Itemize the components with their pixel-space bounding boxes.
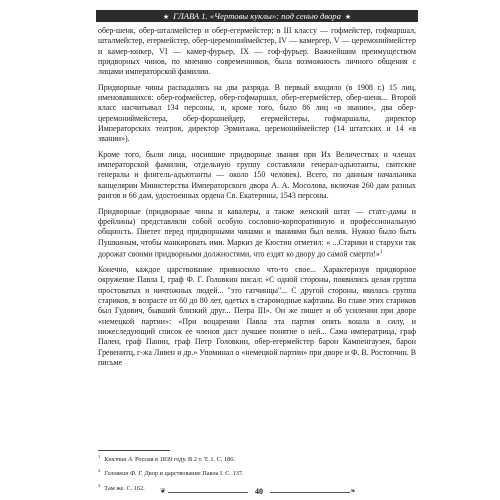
star-ornament-icon: ★ bbox=[162, 13, 170, 21]
paragraph: Конечно, каждое царствование привносило что-то свое... Характеризуя придворное окружение Павла I, граф Ф. Г. Головкин писал: «С одной стороны, появились целая группа простоватых и ничтожных людей... "это гатчинцы"... С другой стороны, явилась группа стариков, в возрасте от 60 до 80 лет, одетых в старомодные кафтаны. Во главе этих стариков был Гудович, бывший близкий друг... Петра III». Он же пишет и об усилении при дворе «немецкой партии»: «При воцарении Павла эта партия опять вошла в силу, и нижеследующий список ее членов даст лучшее понятие о ней... Сама императрица, граф Пален, граф Панин, граф Петр Головкин, обер-егермейстер барон Кампенгаузен, барон Гревенитц, г-жа Ливен и др.» Упоминал о «немецкой партии» при дворе и Ф. В. Ростопчин. В письме bbox=[98, 264, 416, 367]
paragraph: Кроме того, были лица, носившие придворные звания при Их Величествах и членах императорской фамилии, отдельную группу составляли генерал-адъютанты, свитские генералы и флигель-адъютанты — около 150 человек). Всего, по данным начальника канцелярии Министерства Императорского двора А. А. Мосолова, включая 260 дам разных рангов и 66 дам, удостоенных ордена Св. Екатерины, 1543 персоны. bbox=[98, 149, 416, 201]
footnote: $^1$ Кюстин А. Россия в 1839 году. В 2 т. Т. 1. С. 186. bbox=[98, 454, 235, 464]
main-text bbox=[98, 26, 416, 373]
footer-rule bbox=[168, 492, 248, 493]
flourish-ornament-icon: ❧ bbox=[350, 487, 356, 495]
page-number: 40 bbox=[255, 487, 263, 496]
page-footer bbox=[98, 486, 416, 498]
footnote: $^2$ Головкин Ф. Г. Двор и царствование Павла I. С. 137. bbox=[98, 468, 244, 478]
paragraph: Придворные чины распадались на два разряда. В первый входило (в 1908 г.) 15 лиц, именовавшихся: обер-гофмейстер, обер-гофмаршал, обер-егермейстер, обер-шенк... Второй класс насчитывал 134 персоны, и, кроме того, было 86 лиц «в звании», два обер-церемониймейстера, обер-форшнейдер, егермейстеры, гофмаршалы, директор Императорских театров, директор Эрмитажа, церемониймейстер (14 штатских и 14 «в звании»). bbox=[98, 82, 416, 144]
footnote-divider bbox=[98, 450, 170, 451]
footnote-ref[interactable]: 1 bbox=[379, 249, 383, 255]
running-header bbox=[96, 10, 418, 22]
star-ornament-icon: ★ bbox=[344, 13, 352, 21]
running-header-title: ГЛАВА 1. «Чертовы куклы»: под сенью двора bbox=[173, 11, 341, 21]
flourish-ornament-icon: ❦ bbox=[160, 487, 166, 495]
footer-rule bbox=[270, 492, 350, 493]
paragraph: Придворные (придворные чины и кавалеры, а также женский штат — статс-дамы и фрейлины) представляли собой особую сословно-корпоративную и профессиональную общность. Пиетет перед придворными чинами и званиями был велик. Нужно было быть Пушкиным, чтобы манкировать ими. Маркиз де Кюстин отметил: « ...Старики и старухи так дорожат своими придворными должностями, что ездят ко двору до самой смерти!»$^1$ bbox=[98, 206, 416, 259]
paragraph: обер-шенк, обер-шталмейстер и обер-егермейстер; в III классу — гофмейстер, гофмаршал, шталмейстер, егермейстер, обер-церемониймейстер, IV — камергер, V — церемониймейстер и камер-юнкер, VI — камер-фурьер, IX — гоф-фурьер. Важнейшим преимуществом придворных чинов, по мнению современников, была возможность личного общения с лицами императорской фамилии. bbox=[98, 26, 416, 77]
footnote: $^3$ Там же. С. 162. bbox=[98, 482, 145, 492]
